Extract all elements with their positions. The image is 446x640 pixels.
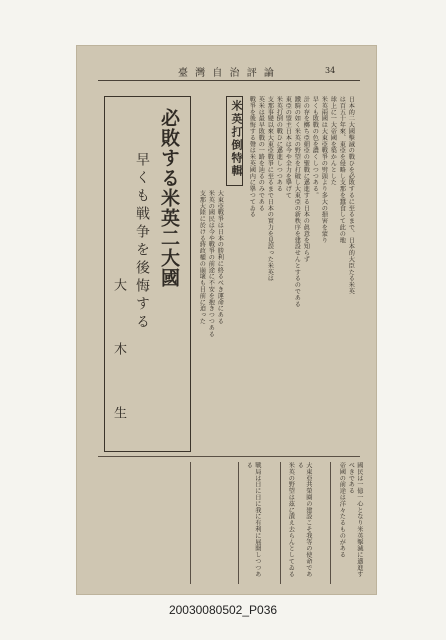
text-column: 米英の野望は茲に潰え去らんとしてゐる — [287, 462, 295, 578]
text-column: 計の存を擲ち亞細亞の聖戰に邁進する日本の眞意を知らず — [302, 96, 310, 263]
text-column: 大東亞戰爭は日本の勝利に終るべき運命にある — [216, 190, 224, 325]
magazine-header-title: 臺 灣 自 治 評 論 — [178, 68, 276, 79]
text-column: 球上に一大帝國を築かんとした — [329, 96, 337, 186]
text-column: 戰局は日に日に我に有利に展開しつつある — [245, 462, 261, 578]
text-column: 支那事變以來大東亞戰爭に至るまで日本の實力を見誤った米英は — [266, 96, 274, 282]
text-column: 帝國の前途は洋々たるものがある — [338, 462, 346, 558]
text-column: 米英の國民は今や戰爭の前途に不安を抱きつつある — [207, 190, 215, 338]
section-title: 米英打倒特輯 — [230, 100, 243, 178]
article-subtitle: 早くも戦争を後悔する — [134, 152, 150, 332]
column-rule — [280, 462, 281, 584]
text-column: 大東亞共榮圈の建設こそ我等の使命である — [296, 462, 312, 578]
text-column: 東亞の盟主日本は今や全力を擧げて — [284, 96, 292, 199]
text-column: は百五十年來、東亞を侵略し支那を蠶食して此の地 — [338, 96, 346, 244]
column-rule — [238, 462, 239, 584]
text-column: 國民は一億一心となり米英擊滅に邁進すべきである — [347, 462, 363, 578]
article-title: 必敗する米英二大國 — [158, 108, 180, 288]
column-rule — [330, 462, 331, 584]
text-column: 鐵騎の如く米英の野望を打破し大東亞の新秩序を建設せんとするのである — [293, 96, 301, 308]
text-column: 米英打倒の戰ひに邁進しつつある — [275, 96, 283, 192]
text-column: 支那大陸に於ける蔣政權の崩壞も目前に迫った — [198, 190, 206, 325]
image-caption: 20030080502_P036 — [168, 603, 278, 617]
article-author: 大 木 生 — [111, 278, 126, 437]
text-column: 戰爭を後悔する聲は米英國内に擧つてゐる — [248, 96, 256, 218]
header-rule — [98, 80, 360, 81]
column-rule — [190, 462, 191, 584]
text-column: 英米は最早敗戰の一路を辿るのみである — [257, 96, 265, 212]
text-column: 米英兩國は大東亞戰爭の劈頭より多大の損害を蒙り — [320, 96, 328, 244]
page-number: 34 — [325, 66, 336, 75]
section-divider — [98, 456, 360, 457]
text-column: 日本的二大國擊滅の戰ひを必敗するに至るまで、日本的大臣たる米英 — [347, 96, 355, 295]
text-column: 早くも敗戰の色を濃くしつつある。 — [311, 96, 319, 199]
